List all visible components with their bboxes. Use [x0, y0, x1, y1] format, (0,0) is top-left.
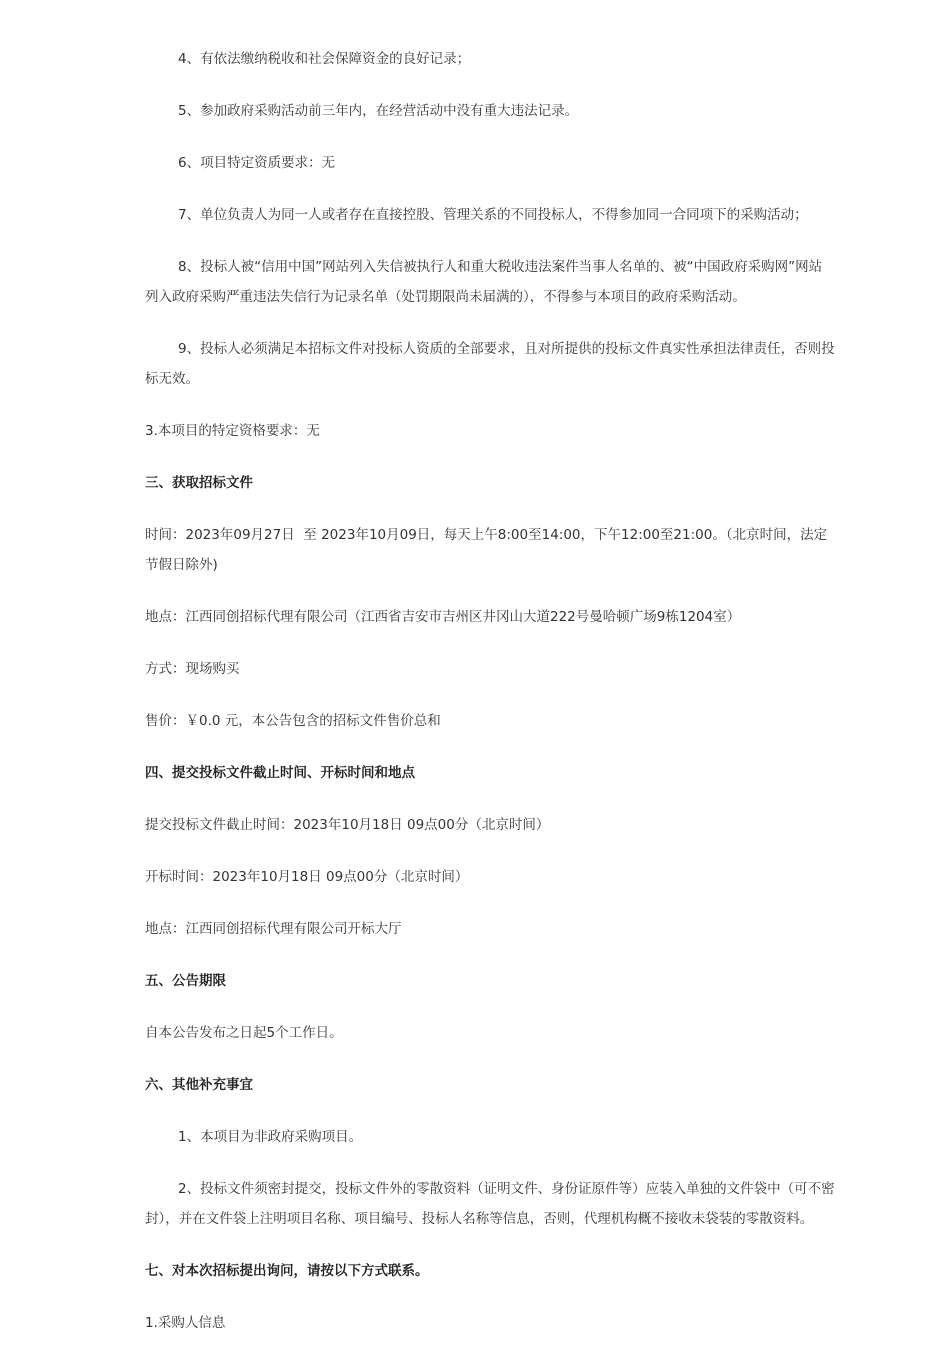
qualification-5: 5、参加政府采购活动前三年内，在经营活动中没有重大违法记录。 — [178, 103, 579, 119]
qualification-7: 7、单位负责人为同一人或者存在直接控股、管理关系的不同投标人，不得参加同一合同项下的采购活动； — [178, 207, 808, 223]
obtain-place: 地点：江西同创招标代理有限公司（江西省吉安市吉州区井冈山大道222号曼哈顿广场9栋1204室） — [145, 609, 741, 625]
qualification-6: 6、项目特定资质要求：无 — [178, 155, 336, 171]
purchaser-info: 1.采购人信息 — [145, 1315, 226, 1331]
notice-period: 自本公告发布之日起5个工作日。 — [145, 1025, 343, 1041]
special-requirement: 3.本项目的特定资格要求：无 — [145, 423, 320, 439]
section-heading-obtain-documents: 三、获取招标文件 — [145, 475, 253, 491]
supplementary-1: 1、本项目为非政府采购项目。 — [178, 1129, 363, 1145]
section-heading-deadline: 四、提交投标文件截止时间、开标时间和地点 — [145, 765, 415, 781]
supplementary-2: 2、投标文件须密封提交，投标文件外的零散资料（证明文件、身份证原件等）应装入单独的文件袋中（可不密封），并在文件袋上注明项目名称、项目编号、投标人名称等信息，否则，代理机构概不接收未袋装的零散资料。 — [145, 1181, 835, 1227]
opening-venue: 地点：江西同创招标代理有限公司开标大厅 — [145, 921, 402, 937]
section-heading-contact: 七、对本次招标提出询问，请按以下方式联系。 — [145, 1263, 429, 1279]
qualification-9: 9、投标人必须满足本招标文件对投标人资质的全部要求，且对所提供的投标文件真实性承担法律责任，否则投标无效。 — [145, 341, 835, 387]
submission-deadline: 提交投标文件截止时间：2023年10月18日 09点00分（北京时间） — [145, 817, 550, 833]
section-heading-supplementary: 六、其他补充事宜 — [145, 1077, 253, 1093]
section-heading-notice-period: 五、公告期限 — [145, 973, 226, 989]
qualification-8: 8、投标人被“信用中国”网站列入失信被执行人和重大税收违法案件当事人名单的、被“中国政府采购网”网站列入政府采购严重违法失信行为记录名单（处罚期限尚未届满的），不得参与本项目的政府采购活动。 — [145, 259, 823, 305]
opening-time: 开标时间：2023年10月18日 09点00分（北京时间） — [145, 869, 469, 885]
qualification-4: 4、有依法缴纳税收和社会保障资金的良好记录； — [178, 51, 471, 67]
document-body — [145, 44, 835, 1360]
obtain-method: 方式：现场购买 — [145, 661, 240, 677]
document-price: 售价：￥0.0 元，本公告包含的招标文件售价总和 — [145, 713, 441, 729]
obtain-time: 时间：2023年09月27日 至 2023年10月09日，每天上午8:00至14:00，下午12:00至21:00。（北京时间，法定节假日除外) — [145, 527, 828, 573]
